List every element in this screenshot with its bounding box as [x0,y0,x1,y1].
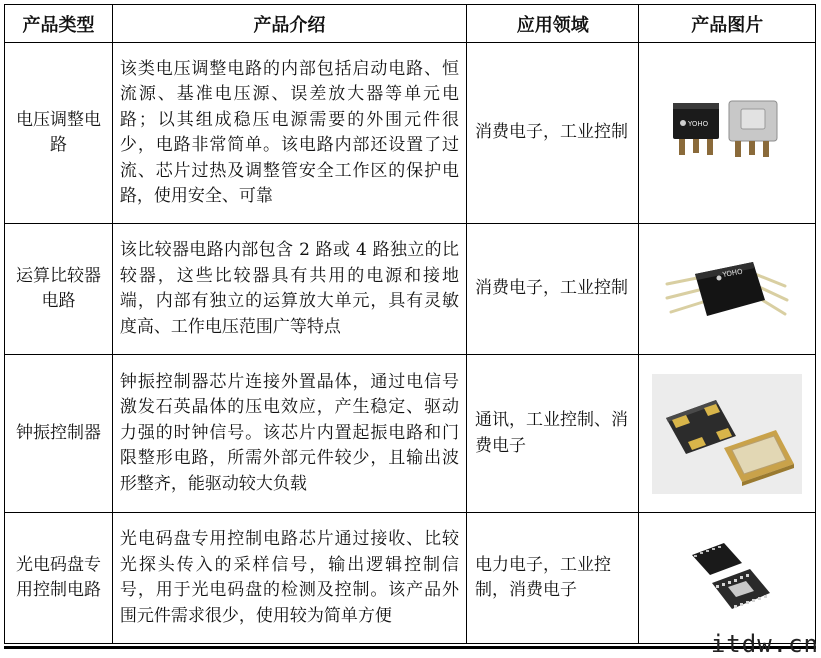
application-field-cell: 消费电子，工业控制 [466,224,638,355]
header-product-type: 产品类型 [5,5,113,43]
qfn-chip-image [672,533,782,623]
product-intro-cell: 该比较器电路内部包含 2 路或 4 路独立的比较器，这些比较器具有共用的电源和接地端，内部有独立的运算放大单元，具有灵敏度高、工作电压范围广等特点 [112,224,466,355]
product-type-cell: 光电码盘专用控制电路 [5,513,113,644]
table-row [5,43,816,224]
product-intro-cell: 该类电压调整电路的内部包括启动电路、恒流源、基准电压源、误差放大器等单元电路；以其组成稳压电源需要的外围元件很少，电路非常简单。该电路内部还设置了过流、芯片过热及调整管安全工作区的保护电路，使用安全、可靠 [112,43,466,224]
product-image [639,93,815,173]
comparator-chip-image [657,244,797,334]
table-header-row [5,5,816,43]
product-image [639,533,815,623]
product-type-cell: 运算比较器电路 [5,224,113,355]
table-row [5,355,816,513]
header-product-intro: 产品介绍 [112,5,466,43]
product-image-cell [639,355,816,513]
product-type-cell: 钟振控制器 [5,355,113,513]
table-row [5,224,816,355]
watermark-text: itdw.cn [710,630,819,658]
product-image [639,244,815,334]
header-application-field: 应用领域 [466,5,638,43]
application-field-cell: 消费电子，工业控制 [466,43,638,224]
table-row [5,513,816,644]
product-type-cell: 电压调整电路 [5,43,113,224]
table-bottom-rule [4,646,816,649]
crystal-oscillator-image [652,374,802,494]
voltage-regulator-chip-image [667,93,787,173]
product-intro-cell: 钟振控制器芯片连接外置晶体，通过电信号激发石英晶体的压电效应，产生稳定、驱动力强的时钟信号。该芯片内置起振电路和门限整形电路，所需外部元件较少，且输出波形整齐，能驱动较大负载 [112,355,466,513]
application-field-cell: 电力电子，工业控制，消费电子 [466,513,638,644]
product-image-cell [639,43,816,224]
product-image [639,374,815,494]
product-image-cell [639,224,816,355]
header-product-image: 产品图片 [639,5,816,43]
chip-brand-text: YOHO [722,267,744,279]
chip-brand-text: YOHO [688,120,709,128]
product-intro-cell: 光电码盘专用控制电路芯片通过接收、比较光探头传入的采样信号，输出逻辑控制信号，用于光电码盘的检测及控制。该产品外围元件需求很少，使用较为简单方便 [112,513,466,644]
product-table [4,4,816,644]
product-image-cell [639,513,816,644]
application-field-cell: 通讯，工业控制、消费电子 [466,355,638,513]
